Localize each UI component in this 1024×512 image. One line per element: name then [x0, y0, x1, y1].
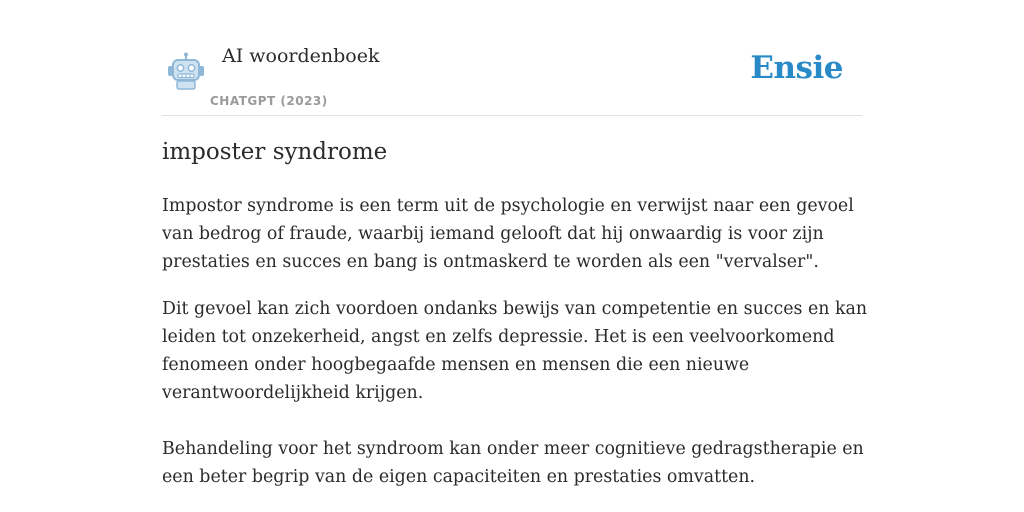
brand-logo[interactable]: Ensie	[750, 50, 843, 86]
definition-paragraph-3: Behandeling voor het syndroom kan onder meer cognitieve gedragstherapie en een beter begrip van de eigen capaciteiten en prestaties omvatten.	[162, 439, 864, 487]
definition-paragraph-1: Impostor syndrome is een term uit de psychologie en verwijst naar een gevoel van bedrog of fraude, waarbij iemand gelooft dat hij onwaardig is voor zijn prestaties en succes en bang is ontmaskerd te worden als een "vervalser".	[162, 196, 854, 272]
definition-paragraph-2: Dit gevoel kan zich voordoen ondanks bewijs van competentie en succes en kan leiden tot onzekerheid, angst en zelfs depressie. Het is een veelvoorkomend fenomeen onder hoogbegaafde mensen en mensen die een nieuwe verantwoordelijkheid krijgen.	[162, 299, 868, 403]
source-title-link[interactable]: AI woordenboek	[222, 45, 380, 67]
page-container	[162, 0, 868, 512]
source-header	[162, 0, 862, 116]
robot-icon	[166, 52, 206, 90]
source-meta: CHATGPT (2023)	[210, 94, 328, 108]
entry-term: imposter syndrome	[162, 139, 388, 165]
